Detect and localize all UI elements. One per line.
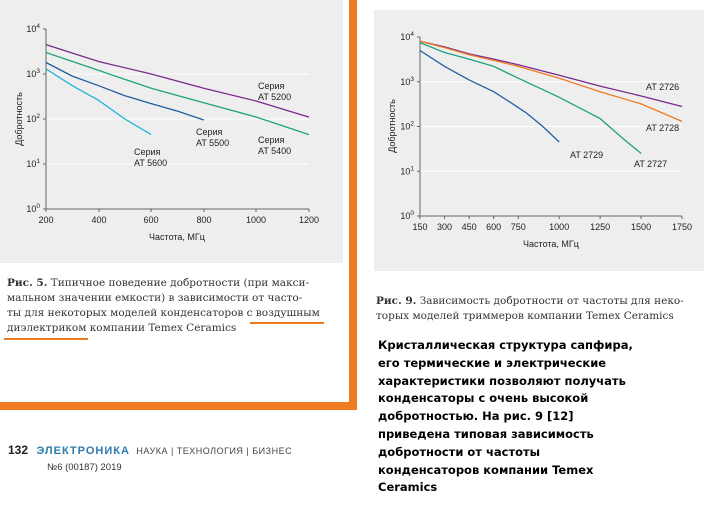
series-label-line: Серия [258,81,285,91]
x-tick-label: 1000 [549,222,570,232]
x-tick-label: 150 [412,222,428,232]
x-tick-label: 300 [437,222,453,232]
y-tick-label: $10^4$ [26,23,40,34]
x-tick-label: 1200 [298,215,320,225]
y-tick-exponent: 2 [36,113,40,120]
series-label [196,127,229,148]
figure-9-caption [376,294,706,324]
magazine-brand: ЭЛЕКТРОНИКА [36,445,130,457]
series-label-line: AT 2728 [646,123,680,133]
y-tick-exponent: 3 [36,68,40,75]
x-tick-label: 750 [510,222,526,232]
series-label-line: AT 5500 [196,138,230,148]
figure-5-caption [7,276,337,336]
series-label [634,159,667,169]
note-line: приведена типовая зависимость [378,426,594,441]
page-number: 132 [8,443,29,457]
caption-line: диэлектриком компании Temex Ceramics [7,322,237,334]
caption-text: Типичное поведение добротности (при макси- [50,277,310,289]
series-label-line: AT 5400 [258,146,292,156]
x-tick-label: 600 [143,215,159,225]
caption-line [376,294,706,309]
y-tick-label: $10^2$ [400,120,414,132]
y-tick-label: $10^4$ [400,31,414,42]
series-label-line: AT 2729 [570,150,604,160]
note-line: Ceramics [378,480,438,495]
y-tick-exponent: 1 [410,165,414,173]
y-tick-exponent: 1 [36,158,40,165]
x-axis-title: Частота, МГц [523,239,579,249]
y-tick-label: $10^0$ [26,203,40,214]
caption-line: ты для некоторых моделей конденсаторов с воздушным [7,307,320,319]
note-line: конденсаторов компании Temex [378,462,594,477]
series-label [646,123,679,133]
series-line [420,51,559,143]
issue-number: №6 (00187) 2019 [47,462,122,473]
series-label-line: Серия [258,135,285,145]
x-axis-title: Частота, МГц [149,232,205,242]
page-footer [8,441,292,459]
x-tick-label: 800 [196,215,212,225]
note-line: добротности от частоты [378,444,541,459]
y-tick-label: $10^2$ [26,113,40,124]
y-axis-title: Добротность [14,92,24,146]
x-tick-label: 200 [38,215,54,225]
series-label [258,81,291,102]
x-tick-label: 1000 [245,215,267,225]
series-label-line: AT 5200 [258,92,292,102]
note-line: добротностью. На рис. 9 [12] [378,409,574,424]
series-label [570,150,603,160]
note-line: Кристаллическая структура сапфира, [378,338,633,352]
y-tick-label: $10^3$ [26,68,40,79]
series-line [46,63,204,121]
series-label [646,82,679,92]
series-line [46,69,151,135]
x-tick-label: 450 [461,222,477,232]
x-tick-label: 1750 [671,222,693,232]
caption-line: мальном значении емкости) в зависимости от часто- [7,292,303,304]
y-tick-label: $10^3$ [400,75,414,87]
series-label-line: AT 5600 [134,158,168,168]
y-tick-label: $10^0$ [400,210,414,221]
series-label-line: AT 2726 [646,82,680,92]
caption-label: Рис. 9. [376,295,417,307]
caption-highlight-underline [4,338,88,340]
x-tick-label: 400 [91,215,107,225]
caption-text: Зависимость добротности от частоты для неко- [419,295,684,307]
y-tick-exponent: 4 [410,31,414,38]
x-tick-label: 1250 [590,222,611,232]
y-tick-exponent: 3 [410,75,414,83]
x-tick-label: 1500 [631,222,652,232]
magazine-tagline: НАУКА | ТЕХНОЛОГИЯ | БИЗНЕС [136,446,293,456]
note-line: характеристики позволяют получать [378,373,626,388]
caption-label: Рис. 5. [7,277,48,289]
y-tick-exponent: 0 [410,210,414,217]
series-label [258,135,291,156]
note-line: его термические и электрические [378,355,607,370]
series-label-line: AT 2727 [634,159,668,169]
y-tick-exponent: 2 [410,120,414,128]
caption-highlight-underline [250,322,324,324]
y-tick-label: $10^1$ [26,158,40,169]
series-label-line: Серия [134,147,161,157]
chart-2 [387,31,692,249]
series-line [420,43,641,154]
y-tick-exponent: 4 [36,23,40,30]
y-axis-title: Добротность [387,99,397,153]
x-tick-label: 600 [486,222,502,232]
y-tick-label: $10^1$ [400,165,414,177]
series-label-line: Серия [196,127,223,137]
series-label [134,147,167,168]
caption-line [7,276,337,291]
y-tick-exponent: 0 [36,203,40,210]
note-line: конденсаторы с очень высокой [378,391,589,406]
overlay-note [378,337,698,497]
caption-line: торых моделей триммеров компании Temex Ceramics [376,310,674,322]
chart-1 [14,23,319,242]
